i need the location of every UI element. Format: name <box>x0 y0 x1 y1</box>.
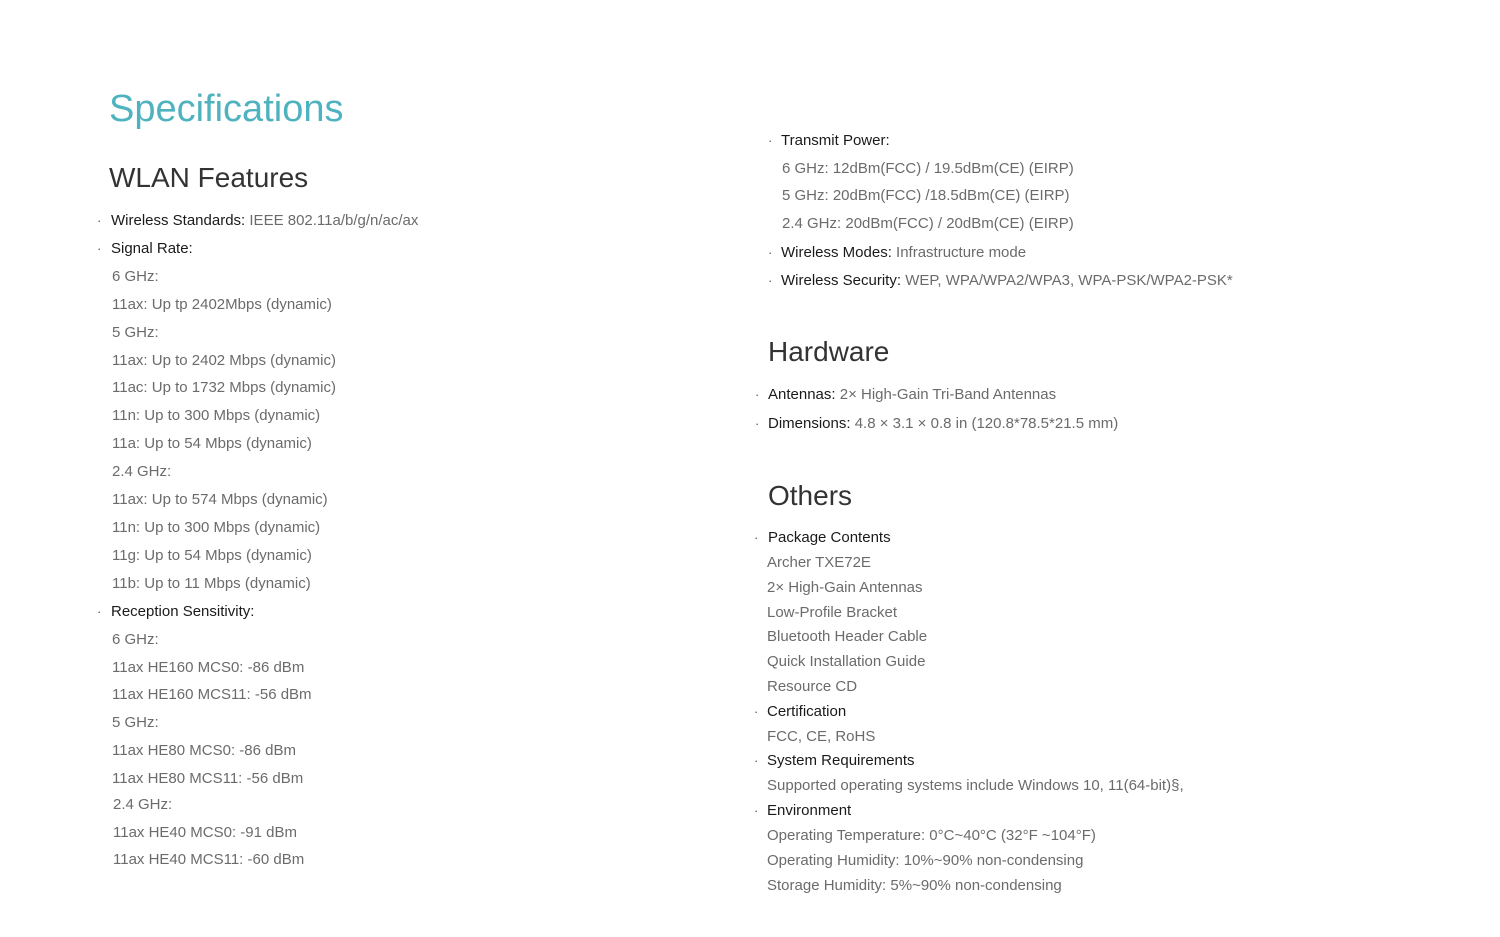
bullet-icon: · <box>97 241 102 256</box>
package-line: Resource CD <box>767 678 858 695</box>
package-line: Archer TXE72E <box>767 554 871 571</box>
reception-line: 11ax HE40 MCS11: -60 dBm <box>113 851 305 868</box>
bullet-icon: · <box>754 704 759 719</box>
certification-value: FCC, CE, RoHS <box>767 728 876 745</box>
signal-rate-line: 11a: Up to 54 Mbps (dynamic) <box>112 435 312 452</box>
package-line: Bluetooth Header Cable <box>767 628 928 645</box>
wireless-security-item <box>781 272 1233 289</box>
signal-rate-line: 11b: Up to 11 Mbps (dynamic) <box>112 575 311 592</box>
signal-rate-line: 11n: Up to 300 Mbps (dynamic) <box>112 519 321 536</box>
dimensions-label: Dimensions: <box>768 415 851 432</box>
bullet-icon: · <box>755 416 760 431</box>
wireless-standards-item <box>111 212 418 229</box>
environment-label: Environment <box>767 802 852 819</box>
bullet-icon: · <box>768 245 773 260</box>
package-line: 2× High-Gain Antennas <box>767 579 923 596</box>
reception-line: 2.4 GHz: <box>113 796 173 813</box>
transmit-power-line: 6 GHz: 12dBm(FCC) / 19.5dBm(CE) (EIRP) <box>782 160 1074 177</box>
certification-label: Certification <box>767 703 847 720</box>
reception-line: 11ax HE160 MCS11: -56 dBm <box>112 686 312 703</box>
signal-rate-label: Signal Rate: <box>111 240 193 257</box>
environment-line: Operating Humidity: 10%~90% non-condensing <box>767 852 1084 869</box>
signal-rate-line: 11ax: Up to 2402 Mbps (dynamic) <box>112 352 336 369</box>
wireless-standards-label: Wireless Standards: <box>111 212 246 229</box>
dimensions-value: 4.8 × 3.1 × 0.8 in (120.8*78.5*21.5 mm) <box>854 415 1119 432</box>
reception-line: 11ax HE40 MCS0: -91 dBm <box>113 824 297 841</box>
signal-rate-line: 11g: Up to 54 Mbps (dynamic) <box>112 547 312 564</box>
wireless-modes-label: Wireless Modes: <box>781 244 892 261</box>
system-requirements-label: System Requirements <box>767 752 915 769</box>
transmit-power-line: 5 GHz: 20dBm(FCC) /18.5dBm(CE) (EIRP) <box>782 187 1070 204</box>
reception-line: 11ax HE80 MCS11: -56 dBm <box>112 770 304 787</box>
transmit-power-label: Transmit Power: <box>781 132 890 149</box>
bullet-icon: · <box>768 133 773 148</box>
page-title: Specifications <box>109 88 344 130</box>
signal-rate-line: 6 GHz: <box>112 268 159 285</box>
others-heading: Others <box>768 480 853 511</box>
signal-rate-line: 11ax: Up tp 2402Mbps (dynamic) <box>112 296 332 313</box>
bullet-icon: · <box>755 387 760 402</box>
bullet-icon: · <box>768 273 773 288</box>
signal-rate-line: 5 GHz: <box>112 324 159 341</box>
reception-line: 6 GHz: <box>112 631 159 648</box>
system-requirements-value: Supported operating systems include Windows 10, 11(64-bit)§, <box>767 777 1184 794</box>
wireless-standards-value: IEEE 802.11a/b/g/n/ac/ax <box>249 212 419 229</box>
environment-line: Operating Temperature: 0°C~40°C (32°F ~104°F) <box>767 827 1096 844</box>
bullet-icon: · <box>97 213 102 228</box>
antennas-label: Antennas: <box>768 386 836 403</box>
transmit-power-line: 2.4 GHz: 20dBm(FCC) / 20dBm(CE) (EIRP) <box>782 215 1074 232</box>
wireless-security-label: Wireless Security: <box>781 272 902 289</box>
reception-line: 5 GHz: <box>112 714 159 731</box>
hardware-heading: Hardware <box>768 336 890 367</box>
bullet-icon: · <box>97 604 102 619</box>
package-line: Low-Profile Bracket <box>767 604 898 621</box>
wireless-security-value: WEP, WPA/WPA2/WPA3, WPA-PSK/WPA2-PSK* <box>905 272 1233 289</box>
antennas-value: 2× High-Gain Tri-Band Antennas <box>839 386 1057 403</box>
bullet-icon: · <box>754 803 759 818</box>
dimensions-item <box>768 415 1118 432</box>
signal-rate-line: 11ax: Up to 574 Mbps (dynamic) <box>112 491 328 508</box>
environment-line: Storage Humidity: 5%~90% non-condensing <box>767 877 1062 894</box>
antennas-item <box>768 386 1056 403</box>
signal-rate-line: 11ac: Up to 1732 Mbps (dynamic) <box>112 379 336 396</box>
signal-rate-line: 2.4 GHz: <box>112 463 172 480</box>
wireless-modes-item <box>781 244 1026 261</box>
reception-line: 11ax HE80 MCS0: -86 dBm <box>112 742 296 759</box>
reception-line: 11ax HE160 MCS0: -86 dBm <box>112 659 305 676</box>
wlan-heading: WLAN Features <box>109 162 309 193</box>
package-contents-label: Package Contents <box>768 529 891 546</box>
bullet-icon: · <box>754 753 759 768</box>
package-line: Quick Installation Guide <box>767 653 926 670</box>
signal-rate-line: 11n: Up to 300 Mbps (dynamic) <box>112 407 321 424</box>
bullet-icon: · <box>754 530 759 545</box>
wireless-modes-value: Infrastructure mode <box>896 244 1027 261</box>
reception-sensitivity-label: Reception Sensitivity: <box>111 603 255 620</box>
